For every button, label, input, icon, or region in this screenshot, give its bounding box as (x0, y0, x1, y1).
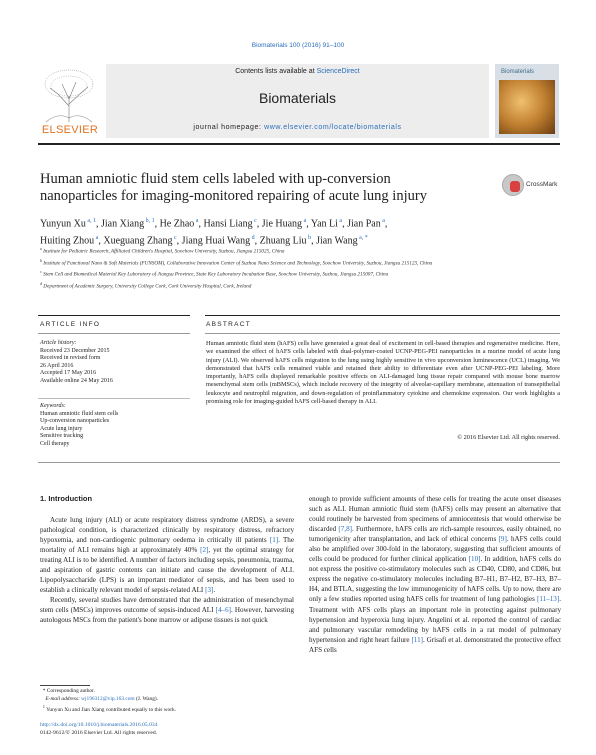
footnotes (40, 688, 294, 714)
affiliation-mark: d (40, 280, 42, 286)
author-separator: , (384, 218, 388, 230)
affiliation-mark: b (40, 257, 42, 263)
keywords-heading: Keywords: (40, 403, 66, 409)
author-affiliation-mark[interactable]: d (250, 235, 255, 242)
keyword-item: Cell therapy (40, 440, 70, 447)
article-info-heading: ARTICLE INFO (40, 321, 101, 328)
history-item: Received in revised form (40, 355, 101, 362)
author-name[interactable]: Yan Li (310, 218, 338, 230)
author-separator: , (96, 218, 102, 230)
sciencedirect-link[interactable]: ScienceDirect (316, 68, 360, 75)
crossmark-label: CrossMark (526, 181, 558, 188)
contents-line (106, 68, 489, 75)
citation-link[interactable]: [11–13] (537, 595, 560, 604)
affiliation-text: Stem Cell and Biomedical Material Key Laboratory of Jiangsu Province, State Key Laboratory Incubation Base, Soochow University, Suzhou, Jiangsu 215007, China (41, 271, 389, 278)
author-affiliation-mark[interactable]: b (306, 235, 312, 242)
header-rule (38, 143, 560, 145)
body-column-right (309, 494, 561, 655)
author-list (40, 214, 560, 249)
cover-image (499, 80, 555, 134)
keyword-item: Human amniotic fluid stem cells (40, 410, 119, 417)
author-affiliation-mark[interactable]: a (337, 218, 343, 224)
doi-link[interactable]: http://dx.doi.org/10.1016/j.biomaterials.2016.05.034 (40, 722, 158, 728)
body-column-left (40, 515, 294, 626)
body-text: . Grisafi et al. demonstrated the protective effect AFS cells (309, 635, 561, 654)
title-line-1: Human amniotic fluid stem cells labeled with up-conversion (40, 171, 391, 187)
body-text: Recently, several studies have demonstrated that the administration of mesenchymal stem cells (MSCs) improves outcome of sepsis-induced ALI (40, 596, 294, 615)
citation-link[interactable]: [11] (411, 635, 423, 644)
article-info-top-rule (38, 315, 190, 316)
email-link[interactable]: wj196312@vip.163.com (81, 695, 135, 702)
author-affiliation-mark[interactable]: a, 1 (85, 218, 97, 224)
body-text: . (213, 586, 216, 595)
author-affiliation-mark[interactable]: a (194, 218, 199, 224)
affiliation-item (40, 257, 560, 268)
footnote-corresponding: * Corresponding author. (40, 688, 95, 694)
body-text: . Furthermore, hAFS cells are rich-sample resources, easily obtained, no tumorigenicity after transplantation, and lack of ethical concerns (309, 525, 561, 544)
keywords-rule (38, 398, 190, 399)
keyword-item: Acute lung injury (40, 425, 83, 432)
homepage-link[interactable]: www.elsevier.com/locate/biomaterials (264, 124, 402, 131)
history-item: Accepted 17 May 2016 (40, 370, 97, 377)
author-name[interactable]: Jian Wang (316, 235, 358, 247)
citation-link[interactable]: [9] (498, 535, 507, 544)
crossmark-icon (502, 174, 524, 196)
article-history (40, 340, 190, 386)
author-separator: , (306, 218, 311, 230)
journal-title: Biomaterials (258, 90, 337, 106)
author-separator: , (176, 235, 182, 247)
author-name[interactable]: Hansi Liang (203, 218, 253, 230)
body-text: . The mortality of ALI remains high at approximately 40% (40, 536, 294, 555)
abstract-heading: ABSTRACT (206, 321, 252, 328)
abstract-top-rule (205, 315, 560, 316)
author-separator: , (311, 235, 317, 247)
homepage-prefix: journal homepage: (193, 124, 265, 131)
body-text: enough to provide sufficient amounts of these cells for treating the acute onset diseases such as ALI. Human amniotic fluid stem (hAFS) cells may present an alternative that could routinely be harvested from specimens of amniocentesis that would otherwise be discarded (309, 495, 561, 534)
citation-link[interactable]: [2] (200, 546, 209, 555)
abstract-copyright: © 2016 Elsevier Ltd. All rights reserved. (457, 434, 560, 441)
abstract-text: Human amniotic fluid stem (hAFS) cells have generated a great deal of excitement in cell-based therapies and regenerative medicine. Here, we examined the effect of hAFS cells labeled with dual-polymer-coated UCNP-PEG-PEI nanoparticles in a murine model of acute lung injury (ALI). We observed hAFS cells migration to the lung using highly sensitive in vivo upconversion luminescence (UCL) imaging. We demonstrated that hAFS cells remained viable and retained their ability to differentiate even after UCNP-PEG-PEI labeling. More importantly, hAFS cells displayed remarkable positive effects on ALI-damaged lung tissue repair compared with mouse bone marrow mesenchymal stem cells (mBMSCs), which include recovery of the integrity of alveolar-capillary membrane, attenuation of transepithelial leukocyte and neutrophil migration, and down-regulation of proinflammatory cytokine and chemokine expression. Our work highlights a promising role for imaging-guided hAFS cell-based therapy in ALI. (206, 340, 560, 406)
author-separator: , (98, 235, 104, 247)
contents-prefix: Contents lists available at (235, 68, 317, 75)
affiliation-list (40, 245, 560, 291)
affiliation-item (40, 280, 560, 291)
keyword-item: Up-conversion nanoparticles (40, 418, 110, 425)
body-text: Acute lung injury (ALI) or acute respiratory distress syndrome (ARDS), a severe pathological condition, is characterized clinically by respiratory distress, refractory hypoxemia, and non-cardiogenic pulmonary oedema in critically ill patients (40, 516, 294, 545)
author-separator: , (254, 235, 260, 247)
issn-line: 0142-9612/© 2016 Elsevier Ltd. All rights reserved. (40, 729, 158, 736)
author-affiliation-mark[interactable]: b, 1 (144, 218, 155, 224)
body-text: . Treatment with AFS cells plays an important role in protecting against pulmonary hypertension and hyperoxia lung injury. Angelini et al. reported the control of cardiac and pulmonary vascular remodeling by hAFS cells in a rat model of pulmonary hypertension and right heart failure (309, 595, 561, 644)
affiliation-text: Institute for Pediatric Research, Affiliated Children's Hospital, Soochow University, Suzhou, Jiangsu 215025, China (41, 248, 285, 255)
cover-title: Biomaterials (501, 69, 535, 75)
history-item: Received 23 December 2015 (40, 347, 110, 354)
journal-cover-thumbnail[interactable] (495, 64, 559, 138)
history-item: Available online 24 May 2016 (40, 377, 113, 384)
author-name[interactable]: Jiang Huai Wang (181, 235, 251, 247)
keywords-block (40, 403, 190, 449)
author-separator: , (256, 218, 262, 230)
author-name[interactable]: Huiting Zhou (40, 235, 95, 247)
affiliation-mark: a (40, 246, 42, 251)
footnote-rule (40, 685, 90, 686)
citation-link[interactable]: [4–6] (215, 606, 231, 615)
body-text: . However, harvesting autologous MSCs from the patient's bone marrow or adipose tissues is not quick (40, 606, 294, 625)
citation-link[interactable]: [7,8] (338, 525, 352, 534)
journal-reference[interactable]: Biomaterials 100 (2016) 91–100 (251, 42, 345, 49)
author-affiliation-mark[interactable]: c (252, 218, 257, 224)
author-affiliation-mark[interactable]: a (380, 218, 385, 224)
title-line-2: nanoparticles for imaging-monitored repairing of acute lung injury (40, 188, 427, 204)
section-heading-introduction: 1. Introduction (40, 494, 93, 503)
citation-link[interactable]: [3] (205, 586, 214, 595)
article-title (40, 171, 490, 205)
keyword-item: Sensitive tracking (40, 433, 84, 440)
citation-link[interactable]: [10] (468, 555, 481, 564)
intro-paragraph-1 (40, 515, 294, 595)
author-affiliation-mark[interactable]: a (94, 235, 99, 242)
author-name[interactable]: Yunyun Xu (40, 218, 86, 230)
affiliation-mark: c (40, 269, 42, 275)
affiliation-item (40, 245, 560, 256)
author-separator: , (154, 218, 160, 230)
author-name[interactable]: Jian Xiang (101, 218, 145, 230)
author-name[interactable]: Jian Pan (347, 218, 381, 230)
affiliation-text: Institute of Functional Nano & Soft Materials (FUNSOM), Collaborative Innovation Center of Suzhou Nano Science and Technology, Soochow University, Suzhou, Jiangsu 215123, China (42, 260, 433, 267)
affiliation-item (40, 268, 560, 279)
author-name[interactable]: Zhuang Liu (259, 235, 307, 247)
history-heading: Article history: (40, 340, 77, 346)
author-affiliation-mark[interactable]: a, * (357, 235, 368, 242)
footnote-email: E-mail address: wj196312@vip.163.com (J. Wang). (45, 695, 159, 702)
author-separator: , (342, 218, 348, 230)
body-text: , yet the optimal strategy for treating ALI is to be identified. A number of factors including sepsis, pneumonia, trauma, and aspiration of gastric contents can initiate and cause the development of ALI. Lipopolysaccharide (LPS) is an important mediator of sepsis, and has been used to establish a clinically relevant model of sepsis-related ALI (40, 546, 294, 595)
elsevier-wordmark: ELSEVIER (41, 124, 99, 136)
article-info-rule (38, 333, 190, 334)
intro-paragraph-continued (309, 494, 561, 655)
body-text: . hAFS cells could also be amplified over 300-fold in the laboratory, suggesting that sufficient amounts of cells could be produced for further clinical application (309, 535, 561, 564)
abstract-rule (205, 333, 560, 334)
author-name[interactable]: He Zhao (159, 218, 195, 230)
homepage-line (106, 124, 489, 131)
author-name[interactable]: Jie Huang (261, 218, 303, 230)
crossmark-badge[interactable] (500, 172, 564, 202)
author-separator: , (198, 218, 204, 230)
page-footer (40, 722, 340, 737)
history-item: 26 April 2016 (40, 362, 74, 369)
body-text: . In addition, hAFS cells do not express the positive co-stimulatory molecules such as CD40, CD80, and CD86, but express the negative co-stimulatory molecules including B7–H1, B7–H2, B7–H3, B7–H4, and BTLA, suggesting the low immunogenicity of hAFS cells. Up to now, there are only a few studies reported using hAFS cells for treatment of lung pathologies (309, 555, 561, 604)
intro-paragraph-2 (40, 595, 294, 625)
author-name[interactable]: Xueguang Zhang (103, 235, 173, 247)
footnote-equal-contribution: $^1$ Yunyun Xu and Jian Xiang contributed equally to this work. (42, 704, 177, 713)
author-affiliation-mark[interactable]: a (302, 218, 307, 224)
abstract-bottom-rule (38, 462, 560, 463)
author-affiliation-mark[interactable]: c (172, 235, 177, 242)
citation-link[interactable]: [1] (269, 536, 279, 545)
affiliation-text: Department of Academic Surgery, University College Cork, Cork University Hospital, Cork, Ireland (42, 283, 252, 290)
